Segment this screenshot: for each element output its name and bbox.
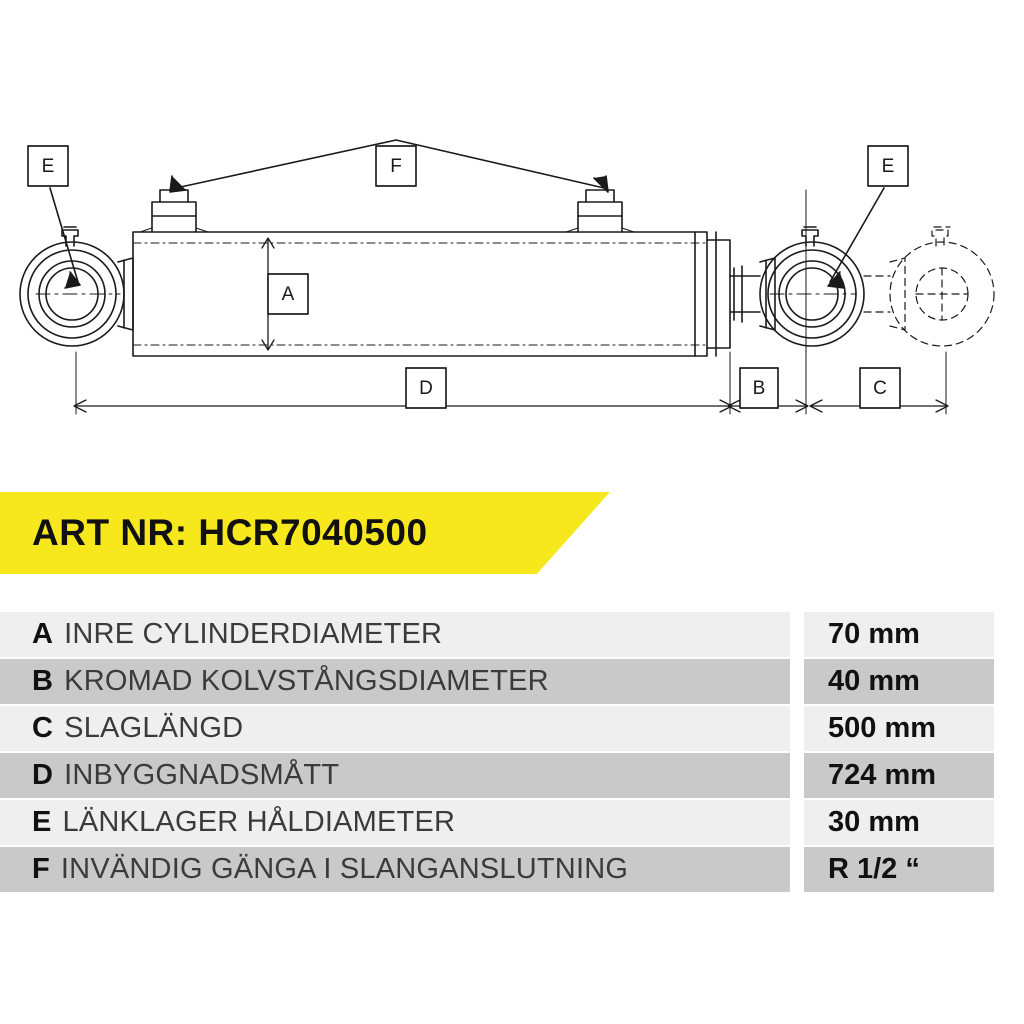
spec-value: 724 mm: [804, 753, 994, 798]
callout-label-b: B: [752, 378, 766, 400]
table-row: [0, 612, 1024, 657]
spec-description: [0, 612, 790, 657]
leader-e-left: [50, 188, 80, 288]
extended-position-ghost: [864, 227, 994, 346]
spec-value: 500 mm: [804, 706, 994, 751]
table-row: [0, 753, 1024, 798]
callout-label-e-right: E: [881, 156, 895, 178]
table-row: [0, 800, 1024, 845]
dimension-d: [74, 352, 732, 414]
spec-desc-text: LÄNKLAGER HÅLDIAMETER: [62, 806, 456, 838]
spec-description: [0, 753, 790, 798]
spec-value: 40 mm: [804, 659, 994, 704]
callout-label-e-left: E: [41, 156, 55, 178]
spec-value: R 1/2 “: [804, 847, 994, 892]
table-row: [0, 706, 1024, 751]
spec-key: E: [32, 806, 52, 838]
hydraulic-cylinder-drawing: [0, 0, 1024, 470]
hose-port-left: [152, 190, 196, 232]
leader-e-right: [828, 188, 884, 288]
spec-key: F: [32, 853, 50, 885]
callout-label-a: A: [281, 284, 295, 306]
spec-description: [0, 659, 790, 704]
spec-desc-text: INVÄNDIG GÄNGA I SLANGANSLUTNING: [60, 853, 629, 885]
spec-value: 30 mm: [804, 800, 994, 845]
piston-rod: [730, 266, 760, 322]
callout-label-c: C: [873, 378, 887, 400]
spec-table: [0, 612, 1024, 894]
callout-label-d: D: [419, 378, 433, 400]
spec-key: B: [32, 665, 54, 697]
hose-port-right: [578, 190, 622, 232]
art-nr-label: ART NR: HCR7040500: [32, 512, 428, 553]
callout-label-f: F: [390, 156, 402, 178]
spec-desc-text: INRE CYLINDERDIAMETER: [64, 618, 443, 650]
spec-key: C: [32, 712, 54, 744]
spec-description: [0, 800, 790, 845]
spec-value: 70 mm: [804, 612, 994, 657]
right-eye-bearing: [760, 227, 864, 346]
cylinder-barrel: [133, 232, 730, 356]
table-row: [0, 847, 1024, 892]
spec-key: D: [32, 759, 54, 791]
spec-desc-text: KROMAD KOLVSTÅNGSDIAMETER: [64, 665, 549, 697]
spec-description: [0, 847, 790, 892]
table-row: [0, 659, 1024, 704]
drawing-svg: [0, 0, 1024, 470]
spec-desc-text: SLAGLÄNGD: [64, 712, 244, 744]
spec-desc-text: INBYGGNADSMÅTT: [64, 759, 340, 791]
spec-description: [0, 706, 790, 751]
art-nr-banner: [0, 492, 610, 574]
spec-key: A: [32, 618, 54, 650]
